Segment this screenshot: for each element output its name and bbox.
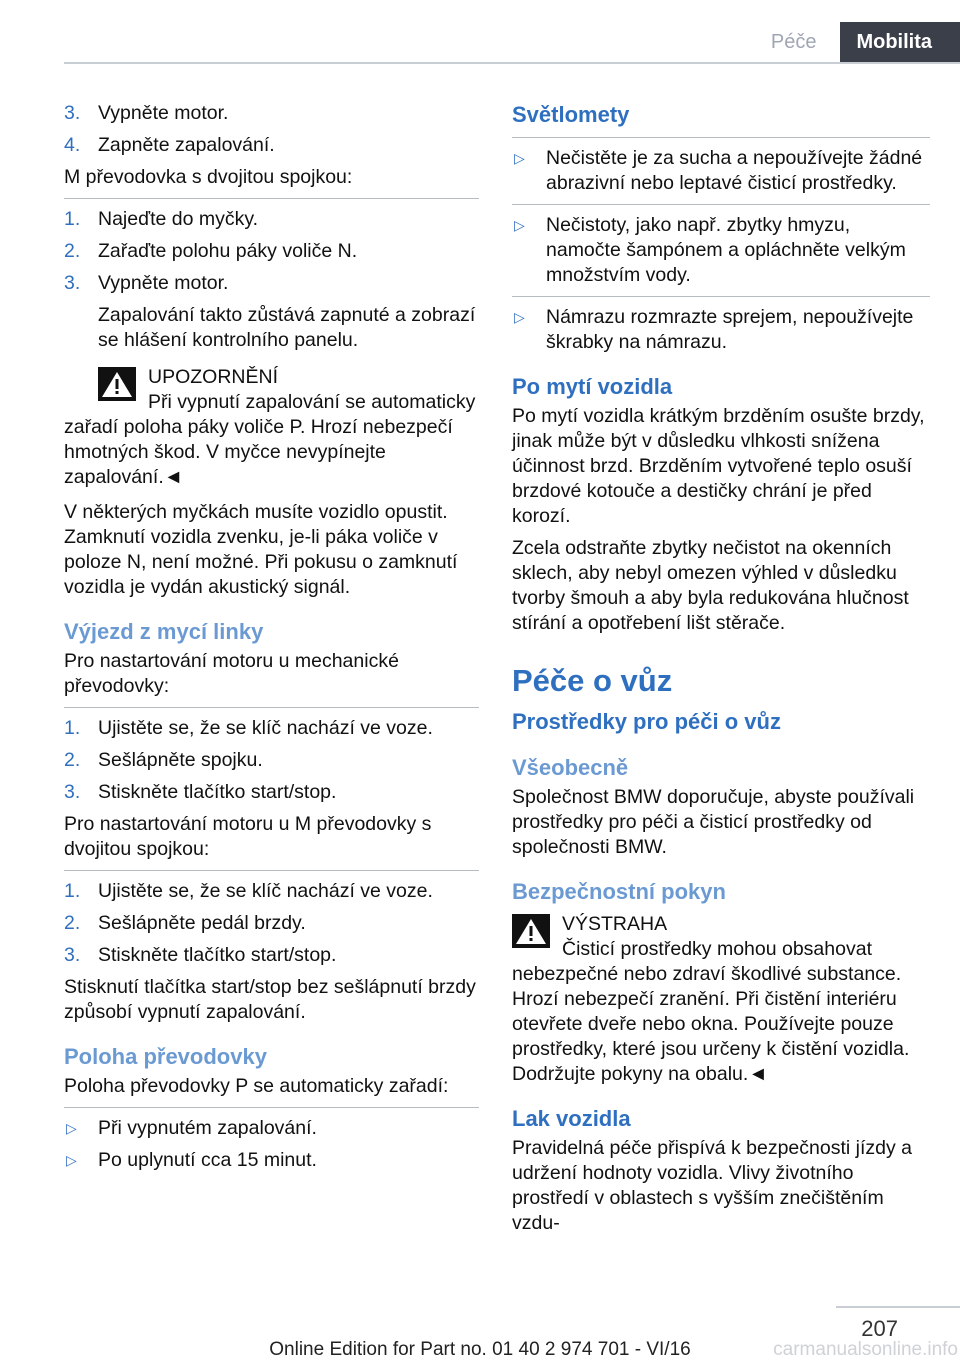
step-number: 2. bbox=[64, 749, 81, 771]
warning-box bbox=[64, 365, 479, 490]
paragraph: Po mytí vozidla krátkým brzděním osušte brzdy, jinak může být v důsledku vlhkosti snížena účinnost brzd. Brzděním vytvořené teplo osuší brzdové kotouče a destičky chrání je před korozí. bbox=[512, 405, 925, 527]
list-item bbox=[64, 101, 479, 126]
step-text: Zařaďte polohu páky voliče N. bbox=[98, 240, 358, 262]
list-item bbox=[64, 943, 479, 968]
paragraph: Pravidelná péče přispívá k bezpečnosti jízdy a udržení hodnoty vozidla. Vlivy životního prostředí v oblastech s vyšším znečištěním vzdu- bbox=[512, 1137, 912, 1234]
heading-gear-position: Poloha převodovky bbox=[64, 1044, 267, 1069]
list-item bbox=[64, 911, 479, 936]
bullet-text: Námrazu rozmrazte sprejem, nepoužívejte škrabky na námrazu. bbox=[546, 306, 914, 353]
bullet-text: Nečistěte je za sucha a nepoužívejte žádné abrazivní nebo leptavé čisticí prostředky. bbox=[546, 147, 923, 194]
paragraph: V některých myčkách musíte vozidlo opustit. Zamknutí vozidla zvenku, je-li páka voliče v poloze N, není možné. Při pokusu o zamknutí vozidla je vydán akustický signál. bbox=[64, 501, 458, 598]
divider bbox=[512, 296, 930, 297]
step-number: 3. bbox=[64, 102, 81, 124]
step-number: 1. bbox=[64, 717, 81, 739]
warning-title: UPOZORNĚNÍ bbox=[148, 366, 279, 388]
m-gearbox-intro: M převodovka s dvojitou spojkou: bbox=[64, 166, 353, 188]
header-tabs bbox=[747, 22, 960, 62]
list-item bbox=[64, 239, 479, 264]
step-text: Stiskněte tlačítko start/stop. bbox=[98, 944, 337, 966]
step-number: 4. bbox=[64, 134, 81, 156]
list-item bbox=[64, 133, 479, 158]
step-text: Stiskněte tlačítko start/stop. bbox=[98, 781, 337, 803]
step-number: 1. bbox=[64, 208, 81, 230]
warning-text: Čisticí prostředky mohou obsahovat nebezpečné nebo zdraví škodlivé substance. Hrozí nebezpečí zranění. Při čistění interiéru otevřete dveře nebo okna. Používejte pouze prostředky, které jsou určeny k čistění vozidla. Dodržujte pokyny na obalu.◄ bbox=[512, 938, 910, 1085]
step-text: Zapněte zapalování. bbox=[98, 134, 275, 156]
list-item bbox=[64, 1148, 479, 1173]
step-text: Sešlápněte pedál brzdy. bbox=[98, 912, 306, 934]
step-text: Ujistěte se, že se klíč nachází ve voze. bbox=[98, 880, 433, 902]
list-item bbox=[64, 748, 479, 773]
step-text: Ujistěte se, že se klíč nachází ve voze. bbox=[98, 717, 433, 739]
list-item bbox=[512, 213, 930, 288]
paragraph: Zcela odstraňte zbytky nečistot na okenních sklech, aby nebyl omezen výhled v důsledku tvorby šmouh a aby byla redukována hlučnost stírání a opotřebení lišt stěrače. bbox=[512, 537, 909, 634]
warning-triangle-icon bbox=[512, 914, 550, 948]
bullet-text: Při vypnutém zapalování. bbox=[98, 1117, 317, 1139]
list-item bbox=[64, 879, 479, 904]
step-number: 1. bbox=[64, 880, 81, 902]
triangle-right-icon: ▷ bbox=[66, 1120, 77, 1136]
page-number: 207 bbox=[861, 1316, 898, 1341]
warning-title: VÝSTRAHA bbox=[562, 913, 668, 935]
step-text: Sešlápněte spojku. bbox=[98, 749, 263, 771]
list-item bbox=[64, 716, 479, 741]
bullet-text: Po uplynutí cca 15 minut. bbox=[98, 1149, 317, 1171]
triangle-right-icon: ▷ bbox=[514, 150, 525, 166]
heading-car-care: Péče o vůz bbox=[512, 663, 673, 698]
heading-after-wash: Po mytí vozidla bbox=[512, 374, 673, 399]
triangle-right-icon: ▷ bbox=[514, 309, 525, 325]
heading-paint: Lak vozidla bbox=[512, 1106, 631, 1131]
divider bbox=[64, 198, 479, 199]
divider bbox=[64, 870, 479, 871]
footer-edition: Online Edition for Part no. 01 40 2 974 701 - VI/16 bbox=[269, 1339, 691, 1360]
watermark: carmanualsonline.info bbox=[773, 1339, 958, 1360]
right-column bbox=[512, 101, 930, 1243]
divider bbox=[64, 707, 479, 708]
list-item bbox=[64, 271, 479, 296]
divider bbox=[512, 204, 930, 205]
list-item bbox=[64, 780, 479, 805]
paragraph: Pro nastartování motoru u mechanické převodovky: bbox=[64, 650, 399, 697]
paragraph: Pro nastartování motoru u M převodovky s dvojitou spojkou: bbox=[64, 813, 432, 860]
heading-safety-note: Bezpečnostní pokyn bbox=[512, 879, 726, 904]
step-number: 2. bbox=[64, 240, 81, 262]
warning-box bbox=[512, 912, 930, 1087]
step-text: Najeďte do myčky. bbox=[98, 208, 259, 230]
warning-text: Při vypnutí zapalování se automaticky zařadí poloha páky voliče P. Hrozí nebezpečí hmotných škod. V myčce nevypínejte zapalování.◄ bbox=[64, 391, 476, 488]
list-item bbox=[512, 305, 930, 355]
step-text: Vypněte motor. bbox=[98, 272, 229, 294]
paragraph: Společnost BMW doporučuje, abyste používali prostředky pro péči a čisticí prostředky od společnosti BMW. bbox=[512, 786, 915, 858]
list-item bbox=[512, 146, 930, 196]
divider bbox=[512, 137, 930, 138]
step-number: 3. bbox=[64, 272, 81, 294]
triangle-right-icon: ▷ bbox=[66, 1152, 77, 1168]
tab-pece[interactable]: Péče bbox=[770, 31, 817, 53]
divider bbox=[64, 1107, 479, 1108]
step-number: 3. bbox=[64, 781, 81, 803]
heading-lights: Světlomety bbox=[512, 102, 630, 127]
heading-exit: Výjezd z mycí linky bbox=[64, 619, 264, 644]
step-note: Zapalování takto zůstává zapnuté a zobrazí se hlášení kontrolního panelu. bbox=[98, 304, 476, 351]
header-divider bbox=[64, 62, 960, 64]
heading-care-products: Prostředky pro péči o vůz bbox=[512, 709, 781, 734]
heading-general: Všeobecně bbox=[512, 755, 629, 780]
triangle-right-icon: ▷ bbox=[514, 217, 525, 233]
footer-divider bbox=[836, 1306, 960, 1308]
left-column bbox=[64, 101, 479, 1180]
paragraph: Poloha převodovky P se automaticky zařadí: bbox=[64, 1075, 449, 1097]
tab-mobilita[interactable]: Mobilita bbox=[840, 22, 960, 62]
paragraph: Stisknutí tlačítka start/stop bez sešlápnutí brzdy způsobí vypnutí zapalování. bbox=[64, 976, 476, 1023]
step-text: Vypněte motor. bbox=[98, 102, 229, 124]
list-item bbox=[64, 1116, 479, 1141]
list-item bbox=[64, 207, 479, 232]
bullet-text: Nečistoty, jako např. zbytky hmyzu, namočte šampónem a opláchněte velkým množstvím vody. bbox=[546, 214, 906, 286]
warning-triangle-icon bbox=[98, 367, 136, 401]
step-number: 3. bbox=[64, 944, 81, 966]
step-number: 2. bbox=[64, 912, 81, 934]
